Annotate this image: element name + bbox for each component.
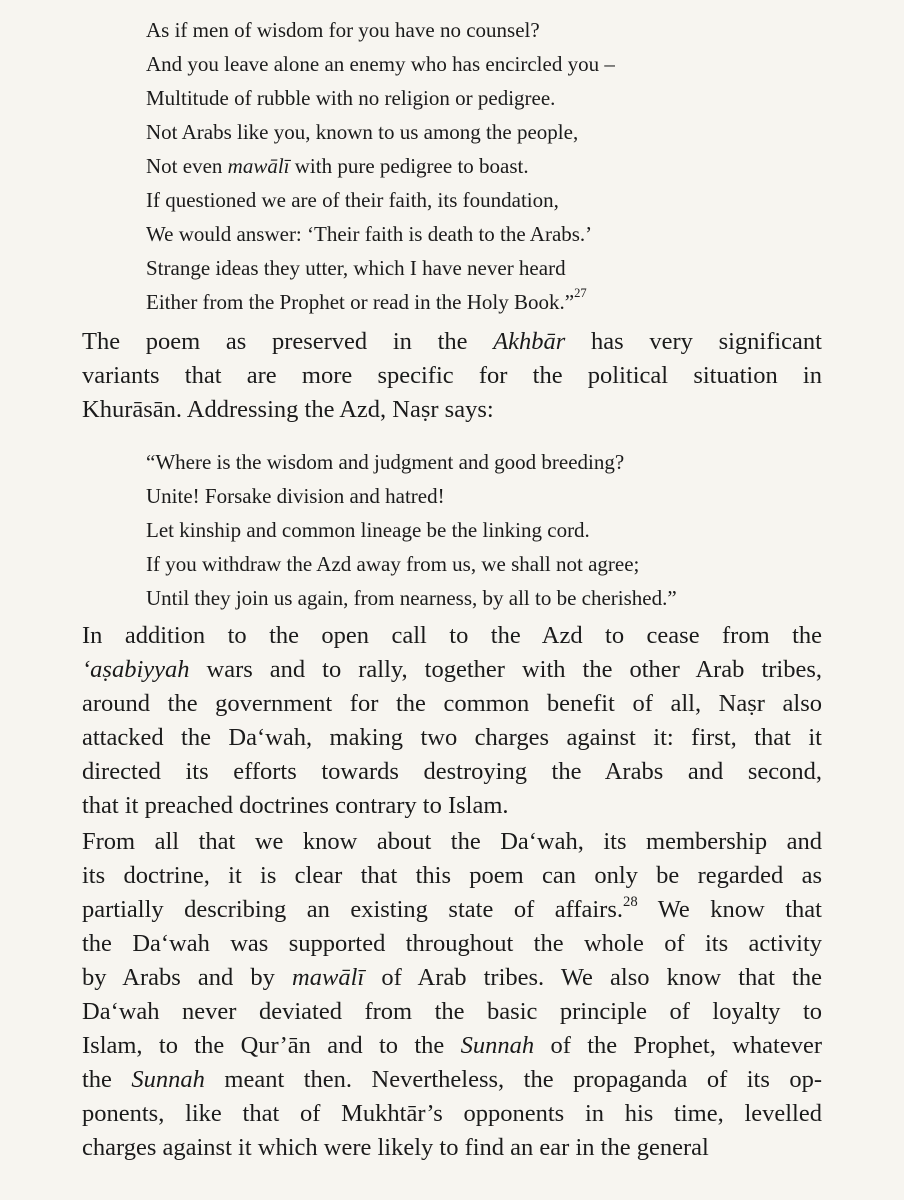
footnote-marker: 28 <box>623 894 638 910</box>
text-line <box>146 183 615 217</box>
text-run: Strange ideas they utter, which I have never heard <box>146 256 566 280</box>
text-run: of the Prophet, whatever <box>534 1032 822 1059</box>
italic-term: mawālī <box>292 964 365 991</box>
text-run: We know that <box>637 896 822 923</box>
text-line <box>82 961 822 995</box>
text-run: Islam, to the Qur’ān and to the <box>82 1032 461 1059</box>
text-line <box>82 1097 822 1131</box>
text-run: meant then. Nevertheless, the propaganda of its op- <box>204 1066 822 1093</box>
text-line <box>146 547 677 581</box>
text-run: by Arabs and by <box>82 964 293 991</box>
text-line <box>146 81 615 115</box>
text-run: charges against it which were likely to find an ear in the general <box>82 1134 709 1161</box>
italic-term: Sunnah <box>460 1032 535 1059</box>
text-run: the <box>82 1066 132 1093</box>
text-line <box>82 859 822 893</box>
text-line <box>82 393 822 427</box>
poem-quote-2 <box>146 445 677 615</box>
text-run: attacked the Da‘wah, making two charges against it: first, that it <box>82 724 822 751</box>
text-run: If questioned we are of their faith, its foundation, <box>146 188 559 212</box>
italic-term: mawālī <box>227 154 290 178</box>
text-run: variants that are more specific for the political situation in <box>82 362 822 389</box>
text-line <box>146 513 677 547</box>
text-run: Unite! Forsake division and hatred! <box>146 484 445 508</box>
text-line <box>82 325 822 359</box>
text-line <box>82 755 822 789</box>
text-line <box>146 115 615 149</box>
text-run: Not Arabs like you, known to us among the people, <box>146 120 579 144</box>
text-line <box>82 653 822 687</box>
text-run: And you leave alone an enemy who has encircled you – <box>146 52 615 76</box>
text-run: ponents, like that of Mukhtār’s opponents in his time, levelled <box>82 1100 822 1127</box>
text-line <box>82 1029 822 1063</box>
text-run: Multitude of rubble with no religion or pedigree. <box>146 86 556 110</box>
text-run: If you withdraw the Azd away from us, we shall not agree; <box>146 552 640 576</box>
text-run: that it preached doctrines contrary to Islam. <box>82 792 509 819</box>
text-run: Da‘wah never deviated from the basic principle of loyalty to <box>82 998 822 1025</box>
text-run: the Da‘wah was supported throughout the whole of its activity <box>82 930 822 957</box>
text-line <box>82 927 822 961</box>
text-line <box>146 13 615 47</box>
italic-term: ‘aṣabiyyah <box>82 656 190 683</box>
text-line <box>82 1131 822 1165</box>
text-line <box>146 149 615 183</box>
text-line <box>82 789 822 823</box>
text-run: its doctrine, it is clear that this poem can only be regarded as <box>82 862 822 889</box>
text-run: From all that we know about the Da‘wah, its membership and <box>82 828 822 855</box>
text-line <box>146 251 615 285</box>
paragraph-3 <box>82 825 822 1165</box>
text-line <box>82 687 822 721</box>
text-line <box>82 995 822 1029</box>
text-run: Until they join us again, from nearness, by all to be cherished.” <box>146 586 677 610</box>
text-run: As if men of wisdom for you have no counsel? <box>146 18 540 42</box>
text-run: “Where is the wisdom and judgment and good breeding? <box>146 450 625 474</box>
poem-quote-1 <box>146 13 615 319</box>
text-run: partially describing an existing state of affairs. <box>82 896 623 923</box>
text-line <box>146 217 615 251</box>
text-run: Either from the Prophet or read in the Holy Book.” <box>146 290 575 314</box>
text-run: has very significant <box>565 328 822 355</box>
text-run: wars and to rally, together with the other Arab tribes, <box>189 656 822 683</box>
text-run: of Arab tribes. We also know that the <box>364 964 822 991</box>
italic-term: Sunnah <box>131 1066 205 1093</box>
text-line <box>82 721 822 755</box>
text-run: with pure pedigree to boast. <box>289 154 529 178</box>
text-line <box>146 285 615 319</box>
footnote-marker: 27 <box>574 286 587 300</box>
italic-term: Akhbār <box>493 328 566 355</box>
text-run: Not even <box>146 154 228 178</box>
paragraph-1 <box>82 325 822 427</box>
text-line <box>146 479 677 513</box>
text-line <box>146 581 677 615</box>
text-run: around the government for the common benefit of all, Naṣr also <box>82 690 822 717</box>
text-run: Let kinship and common lineage be the linking cord. <box>146 518 590 542</box>
text-line <box>82 893 822 927</box>
text-line <box>146 445 677 479</box>
text-line <box>82 1063 822 1097</box>
text-run: We would answer: ‘Their faith is death to the Arabs.’ <box>146 222 593 246</box>
text-line <box>146 47 615 81</box>
text-line <box>82 619 822 653</box>
text-run: In addition to the open call to the Azd to cease from the <box>82 622 822 649</box>
text-run: Khurāsān. Addressing the Azd, Naṣr says: <box>82 396 494 423</box>
text-line <box>82 359 822 393</box>
text-run: directed its efforts towards destroying the Arabs and second, <box>82 758 822 785</box>
paragraph-2 <box>82 619 822 823</box>
text-run: The poem as preserved in the <box>82 328 494 355</box>
text-line <box>82 825 822 859</box>
